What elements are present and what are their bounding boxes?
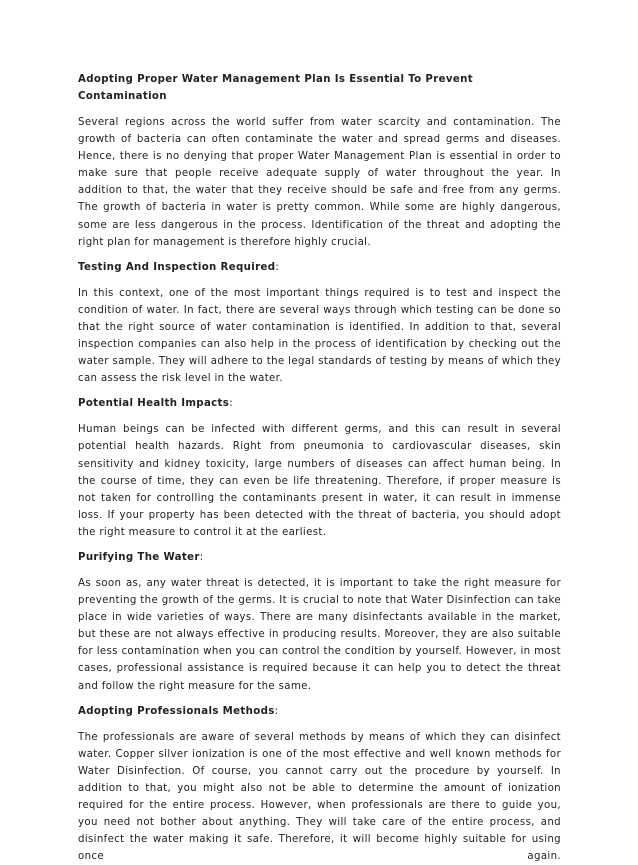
section-heading-text: Potential Health Impacts xyxy=(78,398,230,410)
section-heading-colon: : xyxy=(275,261,280,273)
section-heading-colon: : xyxy=(274,705,279,717)
intro-paragraph: Several regions across the world suffer from water scarcity and contamination. The growth of bacteria can often contaminate the water and spread germs and diseases. Hence, there is no denying that proper Water Management Plan is essential in order to make sure that people receive adequate supply of water throughout the year. In addition to that, the water that they receive should be safe and free from any germs. The growth of bacteria in water is pretty common. While some are highly dangerous, some are less dangerous in the process. Identification of the threat and adopting the right plan for management is therefore highly crucial. xyxy=(78,117,561,248)
section-heading-text: Purifying The Water xyxy=(78,551,200,563)
section-heading-health xyxy=(78,395,561,412)
section-paragraph-testing: In this context, one of the most important things required is to test and inspect the condition of water. In fact, there are several ways through which testing can be done so that the right source of water contamination is identified. In addition to that, several inspection companies can also help in the process of identification by checking out the water sample. They will adhere to the legal standards of testing by means of which they can assess the risk level in the water. xyxy=(78,287,561,385)
document-body xyxy=(78,71,561,865)
section-paragraph-purifying: As soon as, any water threat is detected, it is important to take the right measure for preventing the growth of the germs. It is crucial to note that Water Disinfection can take place in wide varieties of ways. There are many disinfectants available in the market, but these are not always effective in producing results. Moreover, they are also suitable for less contamination when you can control the condition by yourself. However, in most cases, professional assistance is required because it can help you to detect the threat and follow the right measure for the same. xyxy=(78,577,561,692)
section-paragraph-professionals: The professionals are aware of several methods by means of which they can disinfect water. Copper silver ionization is one of the most effective and well known methods for Water Disinfection. Of course, you cannot carry out the procedure by yourself. In addition to that, you might also not be able to determine the amount of ionization required for the entire process. However, when professionals are there to guide you, you need not bother about anything. They will take care of the entire process, and disinfect the water making it safe. Therefore, it will become highly suitable for using once again. xyxy=(78,731,561,863)
section-heading-professionals xyxy=(78,703,561,720)
section-heading-colon: : xyxy=(199,551,204,563)
section-heading-colon: : xyxy=(229,398,233,410)
section-paragraph-health: Human beings can be infected with different germs, and this can result in several potential health hazards. Right from pneumonia to cardiovascular diseases, skin sensitivity and kidney toxicity, large numbers of diseases can affect human being. In the course of time, they can even be life threatening. Therefore, if proper measure is not taken for controlling the contaminants present in water, it can result in immense loss. If your property has been detected with the threat of bacteria, you should adopt the right measure to control it at the earliest. xyxy=(78,424,561,538)
section-heading-testing xyxy=(78,259,561,276)
section-heading-text: Adopting Professionals Methods xyxy=(78,705,275,717)
section-heading-text: Testing And Inspection Required xyxy=(78,261,276,273)
document-title: Adopting Proper Water Management Plan Is Essential To Prevent Contamination xyxy=(78,74,473,102)
section-heading-purifying xyxy=(78,549,561,566)
